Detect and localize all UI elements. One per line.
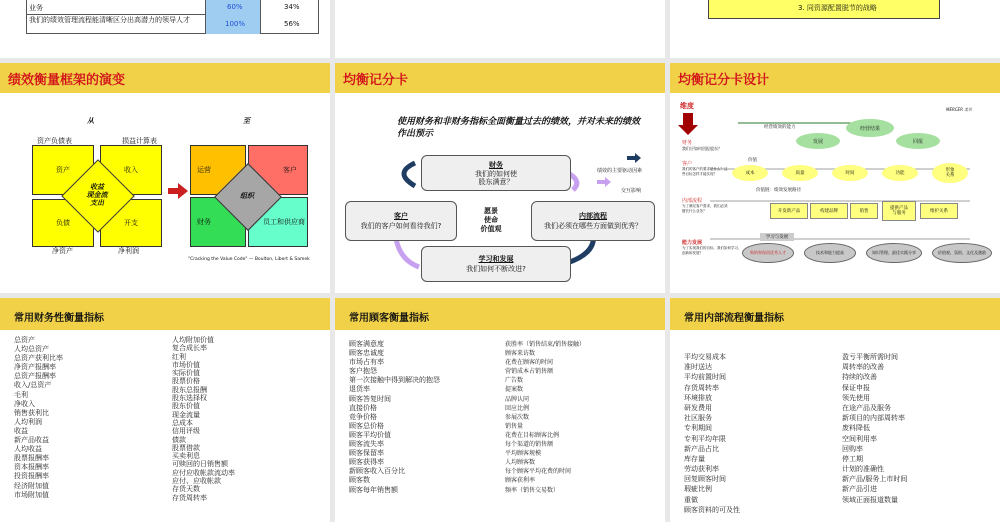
list-item: 环境排放 <box>684 393 712 402</box>
slide-title: 均衡记分卡 <box>343 73 409 88</box>
list-item: 现金流量 <box>172 410 200 419</box>
legend-drivers: 绩效的主要驱动因素 <box>597 168 643 174</box>
cust-item-1: 成本 <box>732 165 768 181</box>
learn-item-3: 知识管理、最佳实践分享 <box>866 243 922 263</box>
row1-pct2: 34% <box>284 3 300 11</box>
vision-center: 愿景 使命 价值观 <box>480 206 502 233</box>
slide-header <box>335 298 665 330</box>
legend-interaction: 交互影响 <box>621 188 642 194</box>
list-item: 总资产 <box>14 336 35 344</box>
slide-header <box>670 298 1000 330</box>
list-item: 在途产品及服务 <box>842 403 891 412</box>
learning-question: 我们如何不断改进? <box>466 265 526 273</box>
list-item: 股票报酬率 <box>14 454 49 463</box>
row2-pct2: 56% <box>284 20 300 28</box>
list-item: 债款 <box>172 435 186 444</box>
strategy-text: 3. 同资源配置脱节的战略 <box>798 4 877 12</box>
list-item: 总成本 <box>172 418 193 427</box>
org-label: 组织 <box>240 192 254 200</box>
customer-title: 客户 <box>394 212 408 220</box>
cashflow-label: 收益 现金流 支出 <box>86 183 108 207</box>
slide-balanced-scorecard <box>335 63 665 293</box>
finance-perspective <box>421 155 571 191</box>
list-item: 平均交易成本 <box>684 353 726 361</box>
process-dim: 内部流程 <box>682 198 703 204</box>
list-item: 股票借款 <box>172 443 200 452</box>
list-item: 新产品/服务上市时间 <box>842 475 908 484</box>
list-item: 计划的准确性 <box>842 465 884 474</box>
list-item: 经济附加值 <box>14 481 49 490</box>
list-item: 净资产报酬率 <box>14 363 56 372</box>
slide-scorecard-design <box>670 63 1000 293</box>
list-item: 人均附加价值 <box>172 336 214 344</box>
list-item: 股东价值 <box>172 402 200 411</box>
list-item: 回购率 <box>842 444 863 453</box>
list-item: 退货率 <box>349 385 370 394</box>
operations-label: 运营 <box>197 166 211 174</box>
list-item: 收益 <box>14 426 28 435</box>
row1-pct1: 60% <box>227 3 243 11</box>
staff-label: 员工和供应商 <box>263 218 305 226</box>
finance-label: 财务 <box>197 218 211 226</box>
value-mgmt-ellipse: 经营结果 <box>846 119 894 137</box>
list-item: 存货天数 <box>172 485 200 494</box>
expense-box: 开支 <box>100 199 162 247</box>
finance-dim-q: 我们应如何回报股东？ <box>682 146 722 151</box>
list-item: 顾客每年销售额 <box>349 485 398 494</box>
list-item: 顾客满意度 <box>349 340 384 348</box>
brand-logo: MERCER 美世 <box>946 107 973 112</box>
list-item: 营销成本占销售额 <box>505 368 554 376</box>
list-item: 毛利 <box>14 390 28 399</box>
list-item: 专利平均年限 <box>684 434 726 443</box>
learn-item-1: 吸纳和保留优秀人才 <box>742 243 794 263</box>
list-item: 专利期间 <box>684 424 712 433</box>
slide-customer-metrics <box>335 298 665 522</box>
list-item: 第一次接触中得到解决的抱怨 <box>349 376 440 385</box>
list-item: 人均收益 <box>14 445 42 454</box>
slide-title: 均衡记分卡设计 <box>678 73 770 88</box>
list-item: 顾客获得率 <box>349 458 384 467</box>
list-item: 市场附加值 <box>14 490 49 499</box>
list-item: 准时送达 <box>684 363 712 372</box>
list-item: 竞争价格 <box>349 412 377 421</box>
list-item: 市场占有率 <box>349 358 384 367</box>
subtitle: 使用财务和非财务指标全面衡量过去的绩效，并对未来的绩效作出预示 <box>397 117 641 139</box>
list-item: 社区服务 <box>684 414 712 423</box>
income-statement-label: 损益计算表 <box>122 137 157 145</box>
income-box: 收入 <box>100 145 162 195</box>
list-item: 每个顾客平均花费的时间 <box>505 468 572 476</box>
list-item: 信用评级 <box>172 427 200 436</box>
list-item: 总资产报酬率 <box>14 372 56 381</box>
liability-box: 负债 <box>32 199 94 247</box>
list-item: 市场价值 <box>172 360 200 369</box>
finance-question: 我们的如何使 股东满意？ <box>475 170 517 186</box>
list-item: 应付、应收帐款 <box>172 477 221 486</box>
list-item: 顾客平均价值 <box>349 430 391 439</box>
list-item: 盈亏平衡所需时间 <box>842 353 898 361</box>
proc-item-2: 构建品牌 <box>810 203 848 219</box>
customer-question: 我们的客户如何看待我们? <box>360 222 442 230</box>
proc-item-1: 开发新产品 <box>770 203 808 219</box>
learning-title: 学习和发展 <box>478 255 514 263</box>
slide-process-metrics <box>670 298 1000 522</box>
row2-text: 我们的绩效管理流程能清晰区分出高潜力的领导人才 <box>29 16 190 24</box>
long-term-label: 经营绩效的能力 <box>764 125 796 130</box>
net-profit-label: 净利润 <box>118 247 139 255</box>
list-item: 可赎回的日销售额 <box>172 460 228 469</box>
customer-perspective <box>345 201 457 241</box>
list-item: 顾客保留率 <box>349 449 384 458</box>
grow-ellipse: 发展 <box>796 133 840 149</box>
process-perspective <box>531 201 655 241</box>
slide-survey-table <box>0 0 330 58</box>
list-item: 新项目的内部周转率 <box>842 414 905 423</box>
list-item: 顾客答复时间 <box>349 394 391 403</box>
list-item: 顾客来访数 <box>505 350 536 358</box>
list-item: 存货周转率 <box>684 383 719 392</box>
list-item: 收入/总资产 <box>14 381 52 390</box>
value-label: 价值 <box>748 158 757 163</box>
list-item: 瑕疵比例 <box>684 485 712 494</box>
asset-box: 资产 <box>32 145 94 195</box>
list-item: 保证申报 <box>842 383 870 392</box>
learning-box: 学习与发展 <box>760 233 794 241</box>
cust-item-3: 时间 <box>832 165 868 181</box>
list-item: 提案数 <box>505 386 524 394</box>
list-item: 股东总报酬 <box>172 385 207 394</box>
net-assets-label: 净资产 <box>52 247 73 255</box>
proc-item-3: 销售 <box>850 203 878 219</box>
list-item: 废料降低 <box>842 424 870 433</box>
list-item: 买卖利息 <box>172 452 200 461</box>
list-item: 新产品收益 <box>14 436 49 445</box>
list-item: 净收入 <box>14 399 35 408</box>
list-item: 空间利用率 <box>842 434 877 443</box>
metrics-col-2 <box>172 336 235 502</box>
list-item: 顾客资料的可及性 <box>684 505 740 514</box>
list-item: 库存量 <box>684 454 705 463</box>
process-title: 内部流程 <box>579 212 607 220</box>
list-item: 劳动获利率 <box>684 465 719 474</box>
list-item: 顾客忠诚度 <box>349 349 384 358</box>
list-item: 领域正面报道数量 <box>842 495 898 504</box>
metrics-col-1 <box>349 340 440 495</box>
list-item: 回复顾客时间 <box>684 475 726 484</box>
list-item: 顾客流失率 <box>349 440 384 449</box>
list-item: 股东选择权 <box>172 394 207 403</box>
from-label: 从 <box>87 117 94 125</box>
list-item: 存货周转率 <box>172 493 207 502</box>
to-label: 至 <box>243 117 250 125</box>
learn-item-2: 技术和能力提高 <box>804 243 856 263</box>
list-item: 顾客总价格 <box>349 421 384 430</box>
metrics-col-1 <box>684 352 740 515</box>
citation: "Cracking the Value Code" — Boulton, Libert & Samek <box>188 257 310 262</box>
proc-item-4: 提供产品 与服务 <box>882 201 916 221</box>
list-item: 新产品占比 <box>684 444 719 453</box>
list-item: 重做 <box>684 495 698 504</box>
metrics-col-2 <box>505 340 585 495</box>
finance-title: 财务 <box>489 161 503 169</box>
list-item: 广告数 <box>505 377 524 385</box>
list-item: 周转率的改善 <box>842 363 884 372</box>
learning-perspective <box>421 246 571 282</box>
slide-blank <box>335 0 665 58</box>
dimension-label: 维度 <box>680 102 694 110</box>
proc-item-5: 维护关系 <box>920 203 958 219</box>
list-item: 平均前置时间 <box>684 373 726 382</box>
list-item: 顾客数 <box>349 476 370 485</box>
slide-title: 常用顾客衡量指标 <box>349 313 429 324</box>
process-question: 我们必须在哪些方面做到优秀？ <box>544 222 642 230</box>
slide-title: 常用内部流程衡量指标 <box>684 313 784 324</box>
list-item: 复合成长率 <box>172 344 207 353</box>
balance-sheet-label: 资产负债表 <box>37 137 72 145</box>
slide-header <box>0 298 330 330</box>
learn-item-4: 价值观、氛围、文化及激励 <box>932 243 992 263</box>
list-item: 研发费用 <box>684 403 712 412</box>
slide-framework-evolution <box>0 63 330 293</box>
list-item: 实际价值 <box>172 369 200 378</box>
list-item: 新产品引进 <box>842 485 877 494</box>
customer-dim: 客户 <box>682 161 693 167</box>
return-ellipse: 回报 <box>896 133 940 149</box>
list-item: 投资报酬率 <box>14 472 49 481</box>
list-item: 获胜率（销售结束/销售接触） <box>505 341 586 348</box>
cust-item-4: 功能 <box>882 165 918 181</box>
list-item: 红利 <box>172 352 186 361</box>
list-item: 销售获利比 <box>14 408 49 417</box>
list-item: 应付应收帐款流动率 <box>172 468 235 477</box>
value-driver-label: 价值链：绩效发展路径 <box>756 188 801 193</box>
list-item: 频率（销售交易数） <box>505 486 560 494</box>
list-item: 停工期 <box>842 454 863 463</box>
learning-dim-q: 为了实现我们的目标，我们如何学习、创新和发展？ <box>682 246 742 255</box>
list-item: 人均顾客数 <box>505 459 536 467</box>
list-item: 股票价格 <box>172 377 200 386</box>
customer-label: 客户 <box>283 166 297 174</box>
list-item: 参展次数 <box>505 413 530 421</box>
list-item: 新顾客收入百分比 <box>349 467 405 476</box>
list-item: 资本报酬率 <box>14 463 49 472</box>
slide-strategy <box>670 0 1000 58</box>
slide-title: 常用财务性衡量指标 <box>14 313 104 324</box>
list-item: 直接价格 <box>349 403 377 412</box>
metrics-col-2 <box>842 352 907 505</box>
process-dim-q: 为了满足客户需求，我们必须擅长什么业务？ <box>682 204 728 213</box>
slide-financial-metrics <box>0 298 330 522</box>
metrics-col-1 <box>14 336 63 500</box>
slide-title: 绩效衡量框架的演变 <box>8 73 126 88</box>
list-item: 花费在顾客的时间 <box>505 359 554 367</box>
list-item: 顾客获利率 <box>505 477 536 485</box>
cust-item-2: 质量 <box>782 165 818 181</box>
list-item: 总资产获利比率 <box>14 354 63 363</box>
list-item: 领先使用 <box>842 393 870 402</box>
list-item: 品牌认同 <box>505 395 530 403</box>
list-item: 回应比例 <box>505 404 530 412</box>
row1-text: 业务 <box>29 4 43 12</box>
list-item: 销售量 <box>505 422 524 430</box>
list-item: 人均总资产 <box>14 345 49 354</box>
list-item: 客户抱怨 <box>349 367 377 376</box>
list-item: 持续的改善 <box>842 373 877 382</box>
finance-dim: 财务 <box>682 140 693 146</box>
list-item: 人均利润 <box>14 417 42 426</box>
row2-pct1: 100% <box>225 20 246 28</box>
list-item: 每个渠道的销售额 <box>505 441 554 449</box>
cust-item-5: 形象 关系 <box>932 163 968 183</box>
list-item: 花费在目标顾客比例 <box>505 431 560 439</box>
list-item: 平均顾客规模 <box>505 450 542 458</box>
customer-dim-q: 我们的客户的要求是什么？这些目标怎样才能实现？ <box>682 167 728 176</box>
learning-dim: 能力发展 <box>682 240 703 246</box>
